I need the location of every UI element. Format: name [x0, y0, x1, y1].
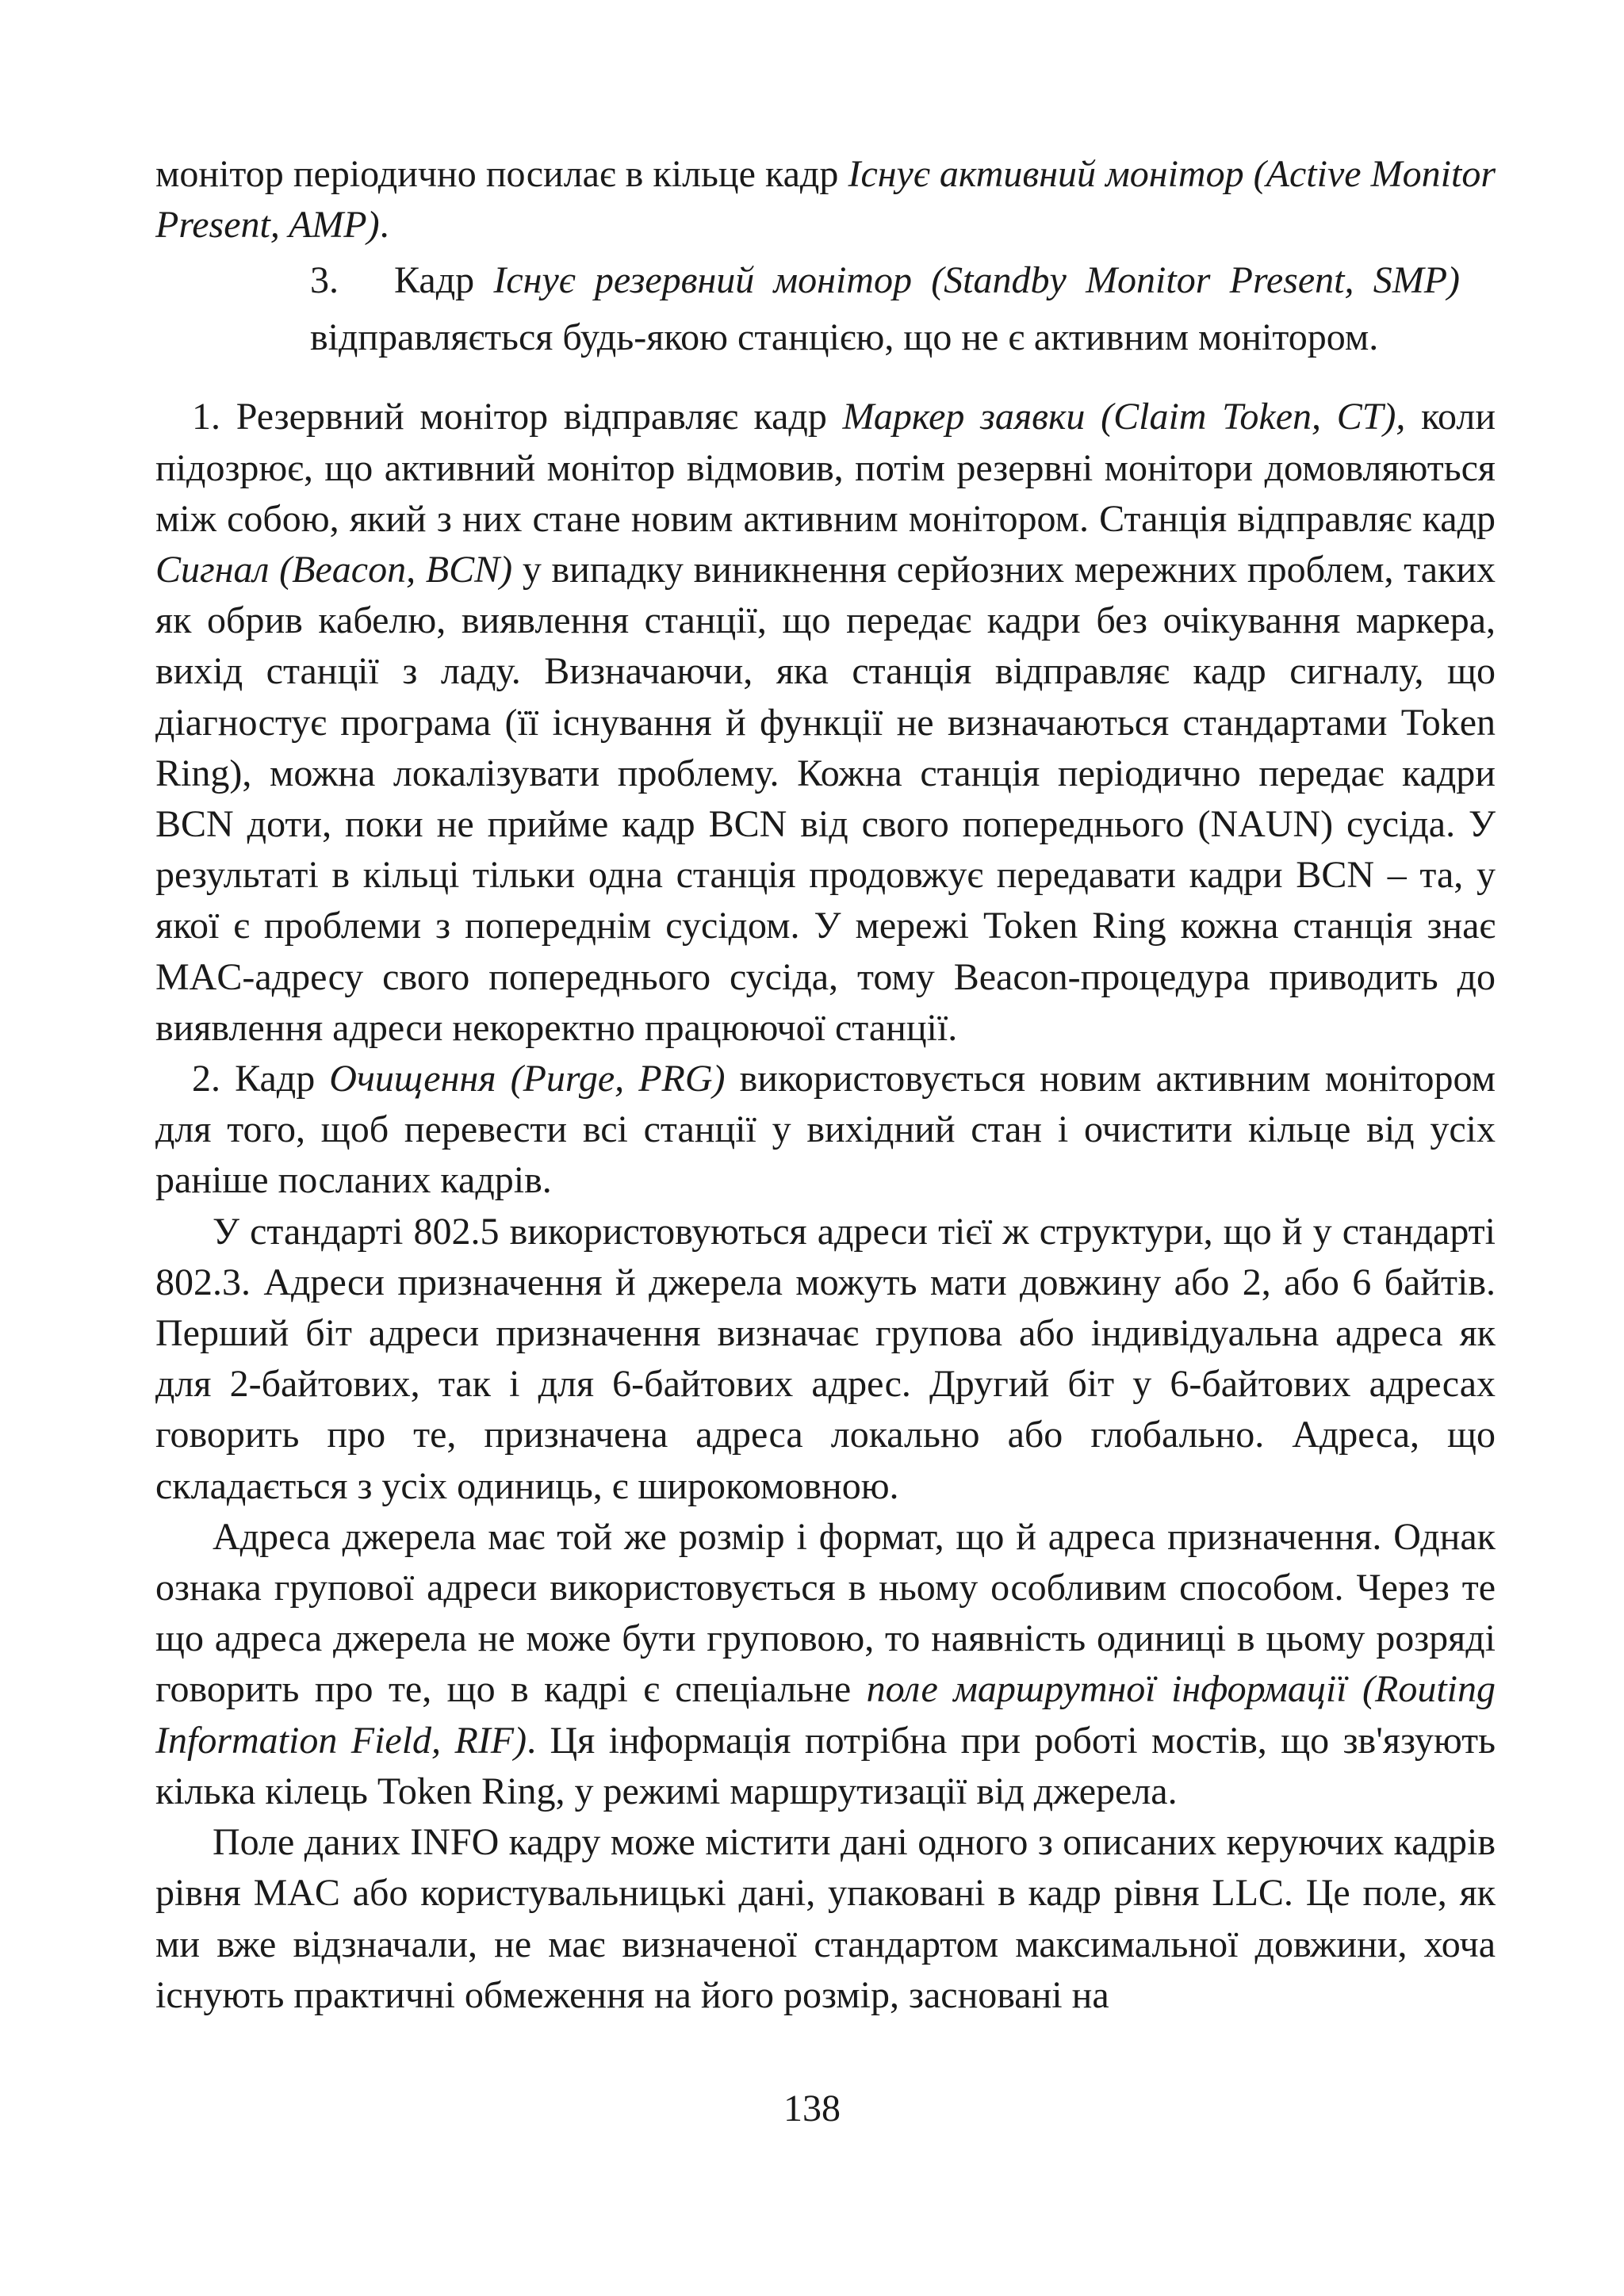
- paragraph-source-term: поле маршрутної інформації (Routing Information Field, RIF): [155, 1668, 1496, 1762]
- list-item-1-text: Резервний монітор відправляє кадр: [220, 396, 843, 438]
- list-item-1-term-ct: Маркер заявки (Claim Token, CT),: [842, 396, 1406, 438]
- list-item-1-term-bcn: Сигнал (Beacon, BCN): [155, 549, 513, 591]
- list-item-3-text: Кадр: [394, 259, 494, 302]
- list-item-1-text-middle: коли підозрює, що активний монітор відмовив, потім резервні монітори домовляються між собою, який з них стане новим активним монітором. Станція відправляє кадр: [155, 396, 1496, 540]
- list-item-3-line1: [310, 255, 1460, 306]
- page-number: 138: [783, 2087, 841, 2130]
- paragraph-source-end: . Ця інформація потрібна при роботі мостів, що зв'язують кілька кілець Token Ring, у режимі маршрутизації від джерела.: [155, 1719, 1496, 1812]
- list-item-2: [155, 1054, 1496, 1207]
- list-item-1-number: 1.: [192, 396, 220, 438]
- paragraph-source-address: [155, 1512, 1496, 1817]
- list-item-3-number: 3.: [310, 259, 339, 302]
- continuation-text: монітор періодично посилає в кільце кадр: [155, 153, 848, 195]
- list-item-2-text-end: використовується новим активним монітором для того, щоб перевести всі станції у вихідний стан і очистити кільце від усіх раніше посланих кадрів.: [155, 1058, 1496, 1202]
- paragraph-info-field: Поле даних INFO кадру може містити дані одного з описаних керуючих кадрів рівня MAC або користувальницькі дані, упаковані в кадр рівня LLC. Це поле, як ми вже відзначали, не має визначеної стандартом максимальної довжини, хоча існують практичні обмеження на його розмір, засновані на: [155, 1821, 1496, 2016]
- list-item-3-line2: відправляється будь-якою станцією, що не є активним монітором.: [310, 316, 1379, 359]
- list-item-3: [310, 255, 1460, 369]
- list-item-2-term: Очищення (Purge, PRG): [329, 1058, 726, 1100]
- continuation-paragraph: [155, 149, 1496, 251]
- list-item-3-term: Існує резервний монітор (Standby Monitor Present, SMP): [493, 259, 1461, 302]
- list-item-2-number: 2.: [192, 1058, 220, 1100]
- list-item-2-text: Кадр: [220, 1058, 330, 1100]
- continuation-term: Існує активний монітор (Active Monitor Present, AMP): [155, 153, 1496, 247]
- list-item-1-text-end: у випадку виникнення серйозних мережних проблем, таких як обрив кабелю, виявлення станції, що передає кадри без очікування маркера, вихід станції з ладу. Визначаючи, яка станція відправляє кадр сигналу, що діагностує програма (її існування й функції не визначаються стандартами Token Ring), можна локалізувати проблему. Кожна станція періодично передає кадри BCN доти, поки не прийме кадр BCN від свого попереднього (NAUN) сусіда. У результаті в кільці тільки одна станція продовжує передавати кадри BCN – та, у якої є проблеми з попереднім сусідом. У мережі Token Ring кожна станція знає MAC-адресу свого попереднього сусіда, тому Beacon-процедура приводить до виявлення адреси некоректно працюючої станції.: [155, 549, 1496, 1049]
- paragraph-source-text: Адреса джерела має той же розмір і формат, що й адреса призначення. Однак ознака групової адреси використовується в ньому особливим способом. Через те що адреса джерела не може бути груповою, то наявність одиниці в цьому розряді говорить про те, що в кадрі є спеціальне: [155, 1515, 1496, 1711]
- paragraph-addresses: У стандарті 802.5 використовуються адреси тієї ж структури, що й у стандарті 802.3. Адреси призначення й джерела можуть мати довжину або 2, або 6 байтів. Перший біт адреси призначення визначає групова або індивідуальна адреса як для 2-байтових, так і для 6-байтових адрес. Другий біт у 6-байтових адресах говорить про те, призначена адреса локально або глобально. Адреса, що складається з усіх одиниць, є широкомовною.: [155, 1210, 1496, 1507]
- list-item-1: [155, 392, 1496, 1054]
- page-body: [155, 149, 1496, 2021]
- continuation-end: .: [379, 204, 389, 247]
